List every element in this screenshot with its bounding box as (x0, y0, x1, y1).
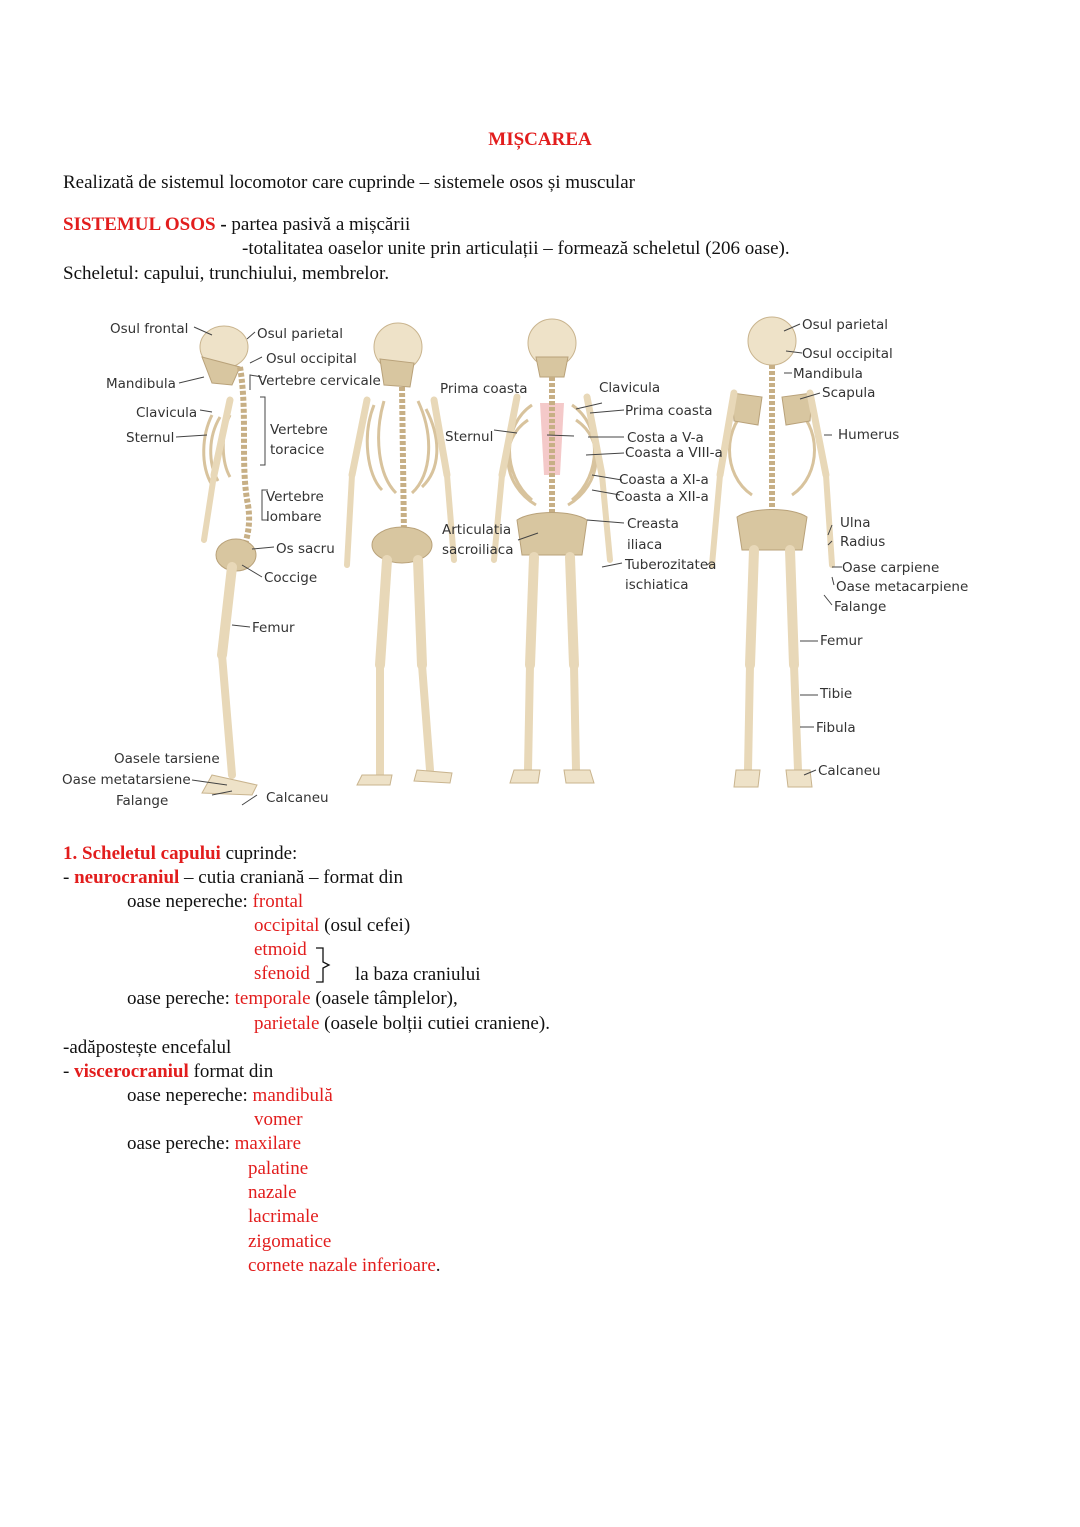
label-vertebre-lombare-1: Vertebre (266, 489, 324, 505)
neuro-dash: - (63, 867, 75, 888)
label-os-sacru: Os sacru (276, 541, 335, 557)
viscerocraniu-line (63, 1061, 273, 1083)
sistem-osos-line (63, 214, 410, 236)
label-creasta-1: Creasta (627, 516, 679, 532)
page-title: MIȘCAREA (488, 129, 592, 150)
bone-zigomatice: zigomatice (248, 1231, 332, 1252)
cornete-end: . (435, 1255, 441, 1276)
label-ulna: Ulna (840, 515, 871, 531)
label-articulatia-1: Articulatia (442, 522, 512, 538)
bone-etmoid: etmoid (254, 939, 307, 960)
label-vertebre-cervicale: Vertebre cervicale (258, 373, 381, 389)
label-calcaneu-back: Calcaneu (818, 763, 881, 779)
temporale-note: (oasele tâmplelor), (310, 988, 458, 1009)
label-tuberozitatea-1: Tuberozitatea (625, 557, 717, 573)
label-falange-back: Falange (834, 599, 887, 615)
neperechi-line (127, 891, 303, 913)
bone-temporale: temporale (234, 988, 311, 1009)
label-humerus: Humerus (838, 427, 900, 443)
v-perechi-line (127, 1133, 301, 1155)
bone-palatine: palatine (248, 1158, 309, 1179)
cap-heading: 1. Scheletul capului (63, 843, 221, 864)
label-scapula: Scapula (822, 385, 876, 401)
bone-maxilare: maxilare (234, 1133, 302, 1154)
cap-heading-suffix: cuprinde: (220, 843, 298, 864)
label-osul-frontal: Osul frontal (110, 321, 189, 337)
skeleton-figure (62, 305, 978, 820)
label-articulatia-2: sacroiliaca (442, 542, 514, 558)
parietale-line (254, 1013, 550, 1035)
label-femur-back: Femur (820, 633, 863, 649)
cornete-line (248, 1255, 441, 1277)
bone-occipital: occipital (254, 915, 320, 936)
sistem-osos-def2: -totalitatea oaselor unite prin articulații – formează scheletul (206 oase). (242, 238, 790, 259)
viscero-rest: format din (188, 1061, 274, 1082)
neuro-rest: – cutia craniană – format din (179, 867, 403, 888)
viscero-term: viscerocraniul (74, 1061, 189, 1082)
neuro-term: neurocraniul (74, 867, 180, 888)
perechi-label: oase pereche: (127, 988, 235, 1009)
sistem-osos-heading: SISTEMUL OSOS (63, 214, 216, 235)
bone-nazale: nazale (248, 1182, 297, 1203)
occipital-line (254, 915, 410, 937)
label-oase-metatarsiene: Oase metatarsiene (62, 772, 191, 788)
label-radius: Radius (840, 534, 886, 550)
sistem-osos-def: partea pasivă a mișcării (231, 214, 411, 235)
neurocraniu-line (63, 867, 403, 889)
skeleton-illustration (62, 305, 978, 820)
label-osul-parietal: Osul parietal (257, 326, 344, 342)
label-coasta-xii: Coasta a XII-a (615, 489, 709, 505)
label-prima-coasta-front: Prima coasta (625, 403, 713, 419)
label-calcaneu: Calcaneu (266, 790, 329, 806)
sistem-osos-dash: - (215, 214, 232, 235)
label-tibie: Tibie (820, 686, 853, 702)
label-falange: Falange (116, 793, 169, 809)
intro-text: Realizată de sistemul locomotor care cuprinde – sistemele osos și muscular (63, 172, 635, 193)
label-tuberozitatea-2: ischiatica (625, 577, 689, 593)
bone-vomer: vomer (254, 1109, 303, 1130)
label-clavicula: Clavicula (136, 405, 198, 421)
label-vertebre-lombare-2: lombare (266, 509, 322, 525)
label-creasta-2: iliaca (627, 537, 663, 553)
perechi-line (127, 988, 458, 1010)
label-coasta-xi: Coasta a XI-a (619, 472, 709, 488)
label-vertebre-toracice-1: Vertebre (270, 422, 328, 438)
label-prima-coasta: Prima coasta (440, 381, 528, 397)
label-costa-v: Costa a V-a (627, 430, 704, 446)
label-coccige: Coccige (264, 570, 318, 586)
v-neperechi-line (127, 1085, 333, 1107)
label-osul-parietal-back: Osul parietal (802, 317, 889, 333)
label-osul-occipital: Osul occipital (266, 351, 357, 367)
label-femur: Femur (252, 620, 295, 636)
v-perechi-label: oase pereche: (127, 1133, 235, 1154)
label-mandibula: Mandibula (106, 376, 176, 392)
label-osul-occipital-back: Osul occipital (802, 346, 893, 362)
occipital-note: (osul cefei) (319, 915, 411, 936)
label-oase-metacarpiene: Oase metacarpiene (836, 579, 969, 595)
neperechi-label: oase nepereche: (127, 891, 253, 912)
bone-lacrimale: lacrimale (248, 1206, 319, 1227)
bone-mandibula: mandibulă (252, 1085, 333, 1106)
label-oasele-tarsiene: Oasele tarsiene (114, 751, 220, 767)
bone-frontal: frontal (252, 891, 304, 912)
bone-parietale: parietale (254, 1013, 320, 1034)
adaposteste-line: -adăpostește encefalul (63, 1037, 232, 1058)
parietale-note: (oasele bolții cutiei craniene). (319, 1013, 550, 1034)
viscero-dash: - (63, 1061, 75, 1082)
v-neperechi-label: oase nepereche: (127, 1085, 253, 1106)
label-sternul-front: Sternul (445, 429, 494, 445)
brace-icon (314, 944, 334, 986)
bone-sfenoid: sfenoid (254, 963, 310, 984)
label-clavicula-front: Clavicula (599, 380, 661, 396)
schelet-parts: Scheletul: capului, trunchiului, membrelor. (63, 263, 390, 284)
label-oase-carpiene: Oase carpiene (842, 560, 940, 576)
label-sternul: Sternul (126, 430, 175, 446)
label-coasta-viii: Coasta a VIII-a (625, 445, 723, 461)
cap-heading-line (63, 843, 297, 865)
bone-cornete: cornete nazale inferioare (248, 1255, 436, 1276)
baza-craniului-note: la baza craniului (355, 964, 481, 985)
label-vertebre-toracice-2: toracice (270, 442, 325, 458)
label-fibula: Fibula (816, 720, 856, 736)
label-mandibula-back: Mandibula (793, 366, 863, 382)
